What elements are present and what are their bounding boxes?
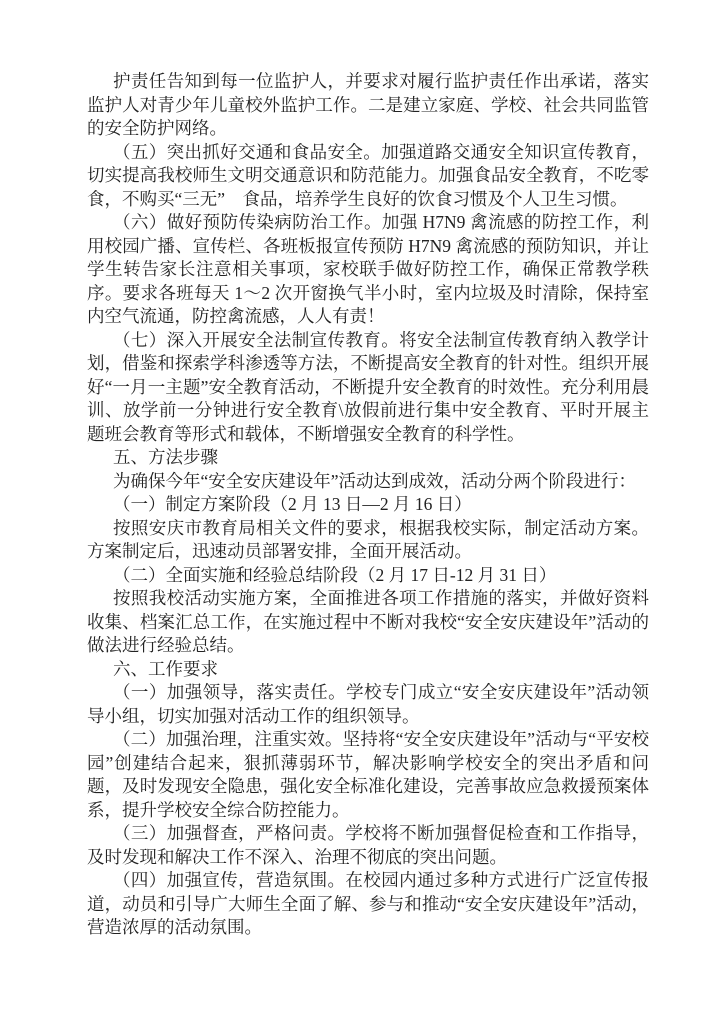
paragraph-item-7-legal-education: （七）深入开展安全法制宣传教育。将安全法制宣传教育纳入教学计划，借鉴和探索学科渗透等方法，不断提高安全教育的针对性。组织开展好“一月一主题”安全教育活动，不断提升安全教育的时效性。充分利用晨训、放学前一分钟进行安全教育\放假前进行集中安全教育、平时开展主题班会教育等形式和载体，不断增强安全教育的科学性。	[87, 329, 649, 444]
paragraph-two-phases-intro: 为确保今年“安全安庆建设年”活动达到成效，活动分两个阶段进行：	[113, 470, 637, 491]
paragraph-phase-2-title: （二）全面实施和经验总结阶段（2 月 17 日-12 月 31 日）	[113, 564, 557, 585]
paragraph-phase-1-title: （一）制定方案阶段（2 月 13 日—2 月 16 日）	[113, 494, 472, 514]
paragraph-item-5-traffic-food-safety: （五）突出抓好交通和食品安全。加强道路交通安全知识宣传教育，切实提高我校师生文明交通意识和防范能力。加强食品安全教育，不吃零食，不购买“三无” 食品，培养学生良好的饮食习惯及个人卫生习惯。	[87, 141, 649, 209]
paragraph-guardianship-continuation: 护责任告知到每一位监护人，并要求对履行监护责任作出承诺，落实监护人对青少年儿童校外监护工作。二是建立家庭、学校、社会共同监管的安全防护网络。	[87, 71, 649, 138]
section-heading-6-work-requirements: 六、工作要求	[113, 658, 218, 679]
paragraph-req-2-governance: （二）加强治理，注重实效。坚持将“安全安庆建设年”活动与“平安校园”创建结合起来，狠抓薄弱环节，解决影响学校安全的突出矛盾和问题，及时发现安全隐患，强化安全标准化建设，完善事故应急救援预案体系，提升学校安全综合防控能力。	[87, 729, 649, 820]
paragraph-item-6-epidemic-prevention: （六）做好预防传染病防治工作。加强 H7N9 禽流感的防控工作，利用校园广播、宣传栏、各班板报宣传预防 H7N9 禽流感的预防知识，并让学生转告家长注意相关事项，家校联手做好防控工作，确保正常教学秩序。要求各班每天 1～2 次开窗换气半小时，室内垃圾及时清除，保持室内空气流通，防控禽流感，人人有责！	[87, 212, 649, 326]
paragraph-req-3-supervision: （三）加强督查，严格问责。学校将不断加强督促检查和工作指导，及时发现和解决工作不深入、治理不彻底的突出问题。	[87, 823, 649, 867]
paragraph-phase-1-body: 按照安庆市教育局相关文件的要求，根据我校实际，制定活动方案。方案制定后，迅速动员部署安排，全面开展活动。	[87, 517, 649, 561]
paragraph-req-4-publicity: （四）加强宣传，营造氛围。在校园内通过多种方式进行广泛宣传报道，动员和引导广大师生全面了解、参与和推动“安全安庆建设年”活动，营造浓厚的活动氛围。	[87, 870, 649, 937]
paragraph-req-1-leadership: （一）加强领导，落实责任。学校专门成立“安全安庆建设年”活动领导小组，切实加强对活动工作的组织领导。	[87, 682, 649, 726]
page-text-block	[87, 70, 649, 940]
section-heading-5-method-steps: 五、方法步骤	[113, 447, 218, 467]
paragraph-phase-2-body: 按照我校活动实施方案，全面推进各项工作措施的落实，并做好资料收集、档案汇总工作，在实施过程中不断对我校“安全安庆建设年”活动的做法进行经验总结。	[87, 588, 649, 655]
